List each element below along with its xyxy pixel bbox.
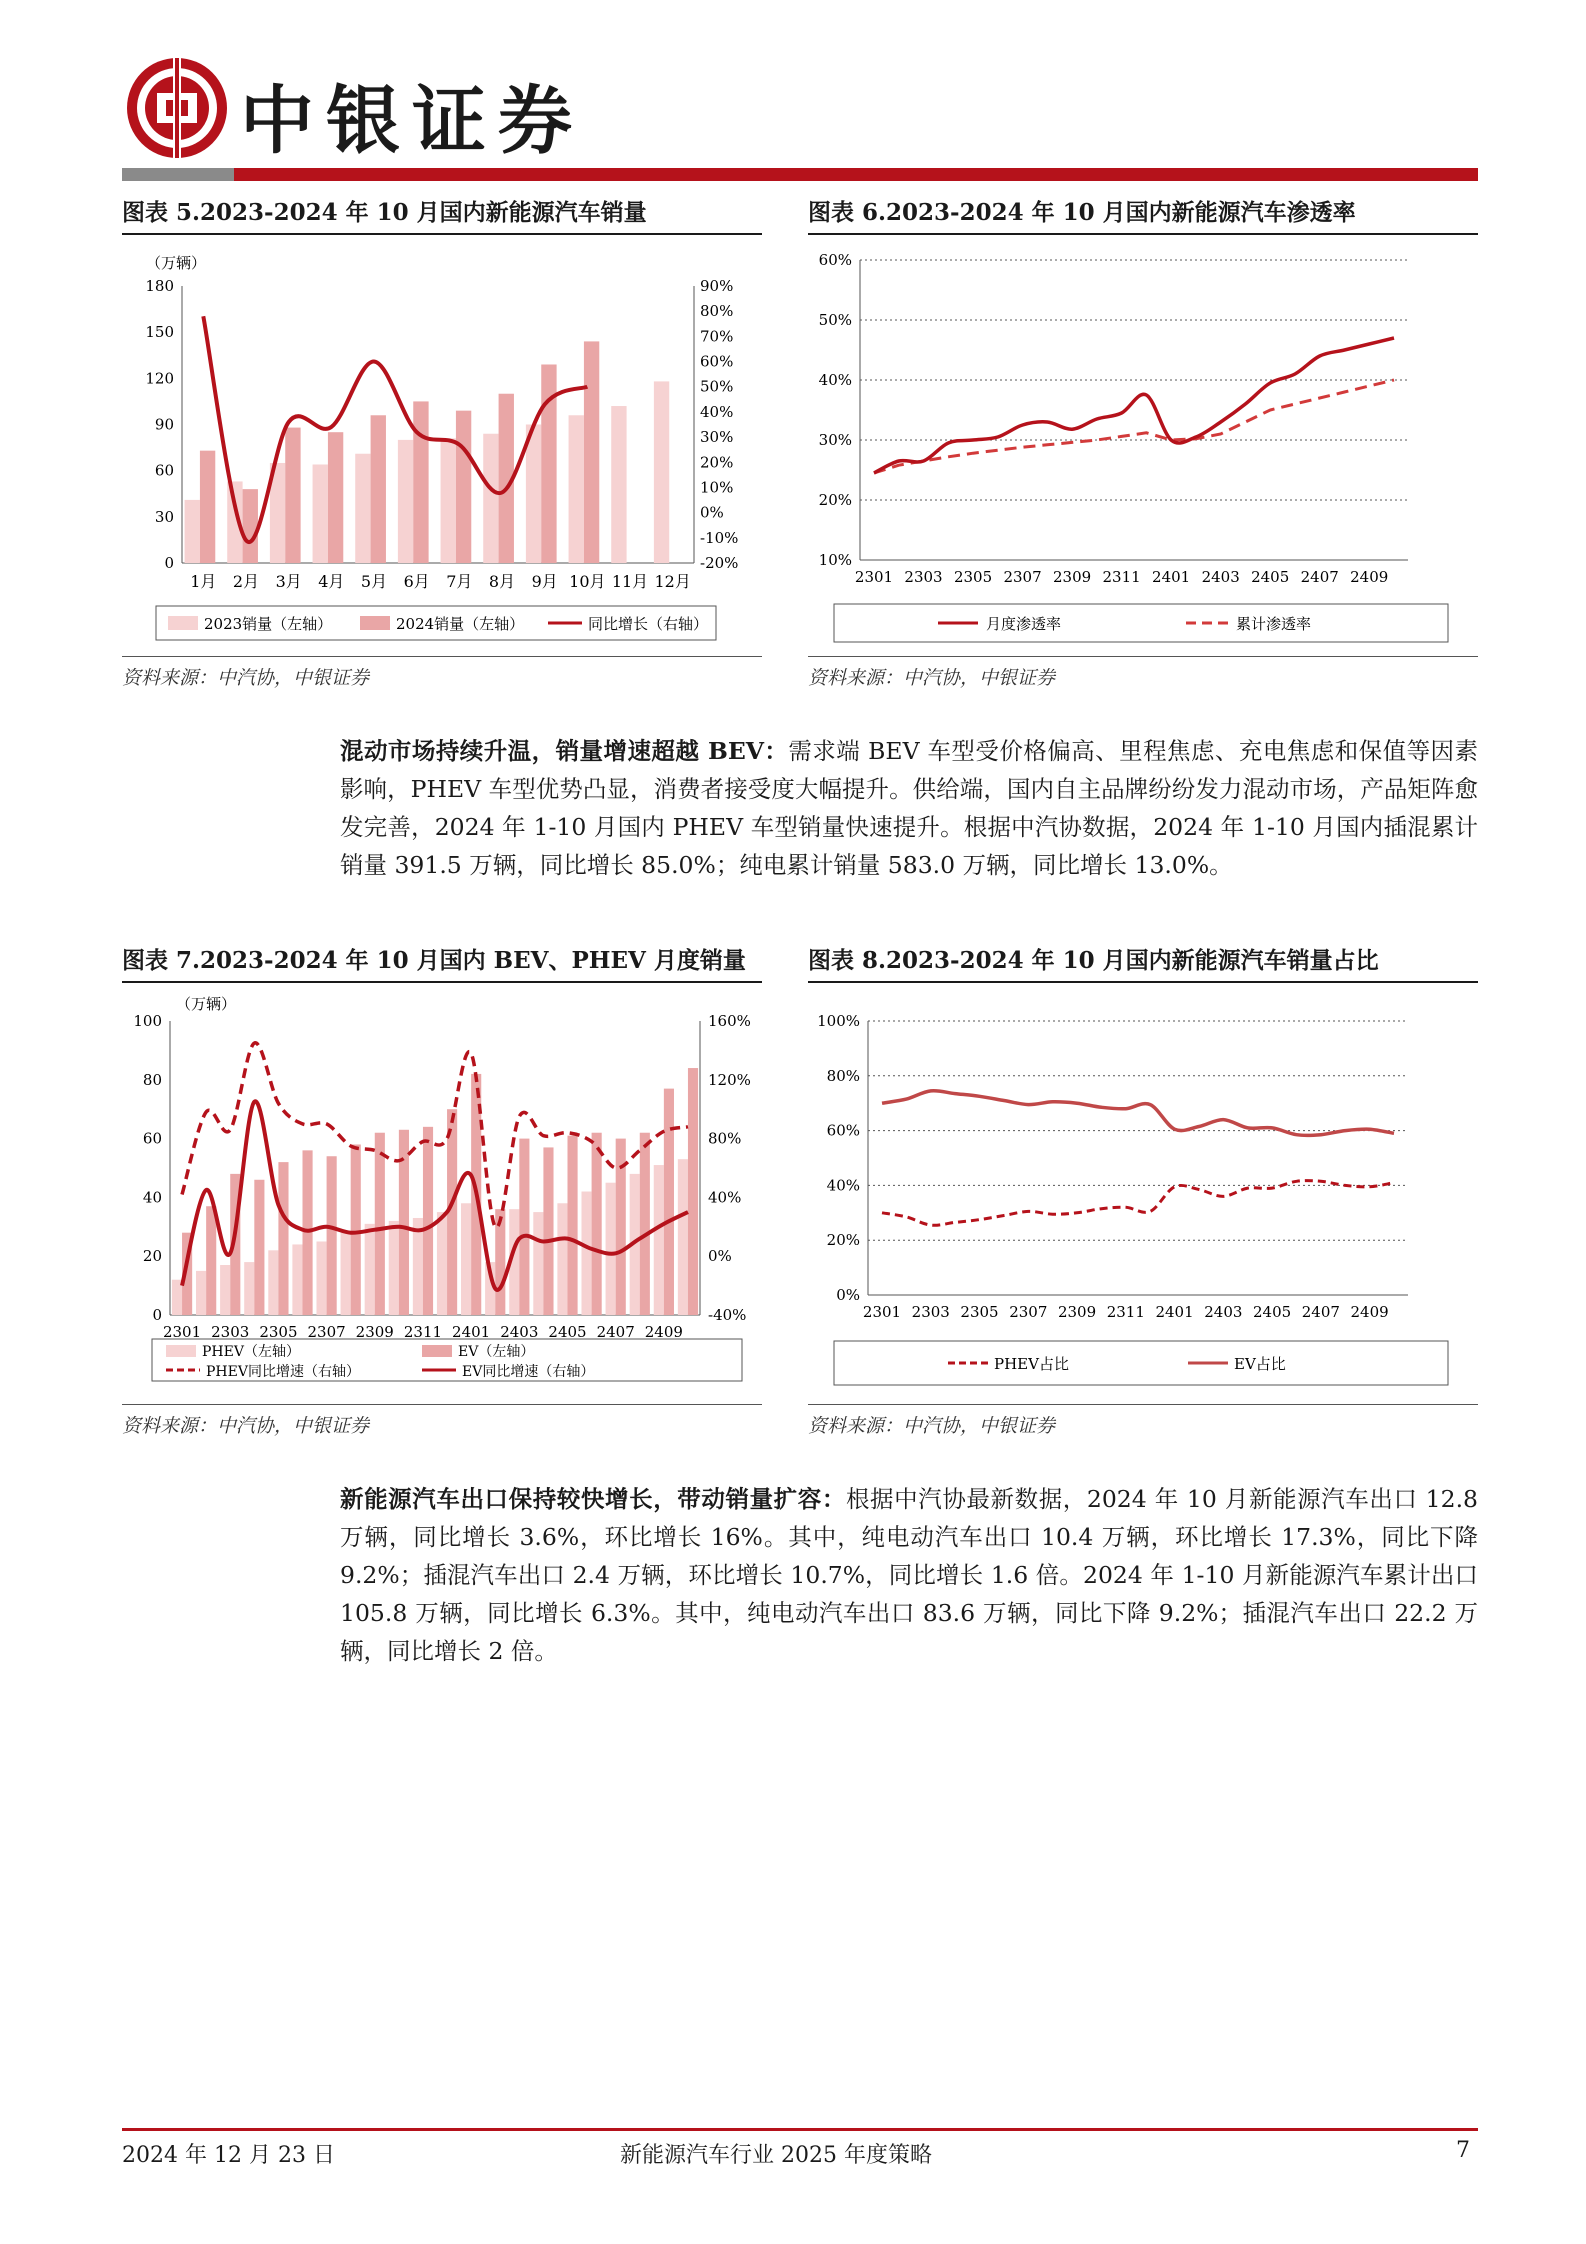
chart-nev-sales-share (808, 985, 1478, 1395)
x-tick-label: 2403 (500, 1323, 539, 1341)
unit-label: （万辆） (145, 254, 207, 272)
right-tick-label: 20% (700, 453, 734, 472)
bar-2024 (584, 341, 599, 563)
bar-ev (399, 1130, 409, 1315)
page-number: 7 (1456, 2138, 1470, 2163)
y-tick-label: 20% (818, 491, 852, 509)
left-tick-label: 180 (145, 277, 174, 295)
bar-2024 (243, 489, 258, 563)
y-tick-label: 0% (836, 1286, 860, 1304)
bar-2023 (355, 454, 370, 563)
bar-phev (557, 1203, 567, 1315)
ev-share-line (882, 1091, 1394, 1136)
paragraph-hybrid-lead: 混动市场持续升温，销量增速超越 BEV： (340, 737, 789, 765)
x-tick-label: 2303 (904, 568, 943, 586)
bar-ev (423, 1127, 433, 1315)
bar-2023 (313, 465, 328, 563)
bar-ev (543, 1147, 553, 1315)
x-tick-label: 3月 (275, 572, 302, 591)
y-tick-label: 50% (818, 311, 852, 329)
y-tick-label: 40% (818, 371, 852, 389)
footer-report-title: 新能源汽车行业 2025 年度策略 (620, 2143, 932, 2168)
figure-8-source: 资料来源：中汽协，中银证券 (808, 1404, 1478, 1438)
legend-label-phev: PHEV（左轴） (202, 1344, 300, 1360)
bar-phev (244, 1262, 254, 1315)
x-tick-label: 2309 (1053, 568, 1092, 586)
x-tick-label: 2403 (1204, 1303, 1243, 1321)
x-tick-label: 2301 (162, 1323, 202, 1341)
paragraph-hybrid-market (340, 732, 1478, 884)
legend-swatch-2024 (360, 616, 390, 630)
x-tick-label: 2405 (548, 1323, 587, 1341)
bar-ev (327, 1156, 337, 1315)
x-tick-label: 2月 (232, 572, 260, 591)
monthly-penetration-line (874, 338, 1394, 473)
bar-phev (654, 1165, 664, 1315)
right-tick-label: 80% (700, 302, 734, 321)
bar-ev (206, 1206, 216, 1315)
bar-2024 (285, 428, 300, 563)
bar-phev (365, 1224, 375, 1315)
right-tick-label: 60% (700, 352, 734, 371)
left-tick-label: 0 (152, 1306, 162, 1324)
figure-7-title: 图表 7.2023-2024 年 10 月国内 BEV、PHEV 月度销量 (122, 942, 762, 983)
x-tick-label: 2305 (953, 568, 993, 586)
legend-label-ev-yoy: EV同比增速（右轴） (462, 1364, 595, 1380)
x-tick-label: 2307 (307, 1323, 346, 1341)
paragraph-export-lead: 新能源汽车出口保持较快增长，带动销量扩容： (340, 1485, 846, 1513)
right-tick-label: 90% (700, 277, 734, 295)
bar-phev (389, 1221, 399, 1315)
y-tick-label: 40% (826, 1176, 860, 1195)
bar-2024 (328, 432, 343, 563)
phev-share-line (882, 1181, 1394, 1226)
legend-label-ev: EV（左轴） (458, 1344, 535, 1360)
bar-2024 (371, 415, 386, 563)
x-tick-label: 2305 (960, 1303, 999, 1321)
x-tick-label: 2401 (452, 1323, 491, 1341)
figure-8-title: 图表 8.2023-2024 年 10 月国内新能源汽车销量占比 (808, 942, 1478, 983)
x-tick-label: 2409 (1350, 568, 1389, 586)
brand-name: 中银证券 (240, 78, 584, 164)
bar-phev (461, 1203, 471, 1315)
bar-2024 (456, 411, 471, 563)
legend-label-monthly: 月度渗透率 (986, 615, 1062, 633)
y-tick-label: 10% (818, 551, 852, 569)
bar-2024 (200, 451, 215, 563)
left-tick-label: 40 (142, 1188, 162, 1207)
x-tick-label: 2311 (1106, 1303, 1145, 1321)
x-tick-label: 2309 (1057, 1303, 1097, 1321)
paragraph-export-body: 根据中汽协最新数据，2024 年 10 月新能源汽车出口 12.8 万辆，同比增长 3.6%，环比增长 16%。其中，纯电动汽车出口 10.4 万辆，环比增长 17.3%，同比下降 9.2%；插混汽车出口 2.4 万辆，环比增长 10.7%，同比增长 1.6 倍。2024 年 1-10 月新能源汽车累计出口 105.8 万辆，同比增长 6.3%。其中，纯电动汽车出口 83.6 万辆，同比下降 9.2%；插混汽车出口 22.2 万辆，同比增长 2 倍。 (340, 1485, 1478, 1665)
x-tick-label: 2401 (1155, 1303, 1194, 1321)
right-tick-label: 40% (708, 1188, 742, 1207)
x-tick-label: 2301 (862, 1303, 902, 1321)
right-tick-label: -10% (700, 528, 739, 547)
left-tick-label: 120 (145, 369, 174, 388)
legend-label-2024: 2024销量（左轴） (396, 615, 525, 633)
x-tick-label: 5月 (360, 572, 388, 591)
bar-ev (303, 1150, 313, 1315)
chart-nev-penetration-rate (808, 238, 1478, 648)
left-tick-label: 0 (164, 554, 174, 572)
x-tick-label: 9月 (531, 572, 558, 591)
header-bar-red (234, 168, 1478, 181)
bar-2023 (569, 415, 584, 563)
x-tick-label: 8月 (488, 572, 516, 591)
bar-ev (519, 1139, 529, 1315)
right-tick-label: 0% (708, 1247, 732, 1266)
y-tick-label: 80% (826, 1066, 860, 1085)
bar-ev (375, 1133, 385, 1315)
bar-ev (278, 1162, 288, 1315)
legend-label-2023: 2023销量（左轴） (204, 615, 333, 633)
bar-phev (533, 1212, 543, 1315)
x-tick-label: 2311 (1102, 568, 1141, 586)
x-tick-label: 2303 (211, 1323, 250, 1341)
right-tick-label: 70% (700, 327, 734, 346)
cumulative-penetration-line (874, 380, 1394, 473)
bar-ev (592, 1133, 602, 1315)
legend-label-phev-yoy: PHEV同比增速（右轴） (206, 1364, 360, 1380)
y-tick-label: 20% (826, 1231, 860, 1250)
bar-2023 (611, 406, 626, 563)
bar-ev (351, 1144, 361, 1315)
legend-label-yoy: 同比增长（右轴） (588, 615, 709, 633)
left-tick-label: 100 (133, 1012, 162, 1030)
bar-phev (220, 1265, 230, 1315)
y-tick-label: 60% (818, 251, 852, 269)
x-tick-label: 2307 (1009, 1303, 1048, 1321)
x-tick-label: 12月 (654, 572, 691, 591)
x-tick-label: 2407 (1301, 1303, 1340, 1321)
y-tick-label: 100% (817, 1012, 860, 1030)
legend-label-cumulative: 累计渗透率 (1236, 615, 1312, 633)
x-tick-label: 11月 (611, 572, 649, 591)
right-tick-label: 50% (700, 377, 734, 396)
right-tick-label: 120% (708, 1070, 751, 1089)
x-tick-label: 2405 (1251, 568, 1290, 586)
x-tick-label: 7月 (446, 572, 473, 591)
right-tick-label: -40% (708, 1306, 747, 1324)
bar-phev (316, 1242, 326, 1316)
chart-nev-monthly-sales (122, 238, 762, 648)
legend-box (834, 604, 1448, 642)
paragraph-hybrid-body: 需求端 BEV 车型受价格偏高、里程焦虑、充电焦虑和保值等因素影响，PHEV 车型优势凸显，消费者接受度大幅提升。供给端，国内自主品牌纷纷发力混动市场，产品矩阵愈发完善，2024 年 1-10 月国内 PHEV 车型销量快速提升。根据中汽协数据，2024 年 1-10 月国内插混累计销量 391.5 万辆，同比增长 85.0%；纯电累计销量 583.0 万辆，同比增长 13.0%。 (340, 737, 1478, 879)
legend-swatch-phev (166, 1345, 196, 1357)
chart-bev-phev-monthly-sales (122, 985, 762, 1395)
left-tick-label: 20 (142, 1247, 162, 1266)
x-tick-label: 2307 (1003, 568, 1042, 586)
bar-phev (268, 1250, 278, 1315)
brand-logo (122, 48, 822, 168)
x-tick-label: 2309 (355, 1323, 394, 1341)
y-tick-label: 60% (826, 1121, 860, 1140)
bar-ev (688, 1068, 698, 1315)
bar-phev (196, 1271, 206, 1315)
x-tick-label: 2303 (911, 1303, 950, 1321)
bar-phev (341, 1233, 351, 1315)
left-tick-label: 90 (154, 415, 174, 434)
figure-5-source: 资料来源：中汽协，中银证券 (122, 656, 762, 690)
boc-logo-icon (122, 53, 232, 163)
left-tick-label: 30 (154, 507, 174, 526)
x-tick-label: 2407 (1300, 568, 1339, 586)
bar-ev (640, 1133, 650, 1315)
legend-label-phev-share: PHEV占比 (994, 1355, 1069, 1373)
left-tick-label: 60 (154, 461, 174, 480)
left-tick-label: 80 (142, 1070, 162, 1089)
legend-label-ev-share: EV占比 (1234, 1355, 1286, 1373)
bar-phev (437, 1212, 447, 1315)
legend-swatch-ev (422, 1345, 452, 1357)
right-tick-label: 30% (700, 428, 734, 447)
bar-phev (581, 1192, 591, 1315)
right-tick-label: 0% (700, 503, 724, 522)
bar-2023 (185, 500, 200, 563)
bar-phev (413, 1218, 423, 1315)
x-tick-label: 4月 (318, 572, 345, 591)
left-tick-label: 60 (142, 1129, 162, 1148)
right-tick-label: 160% (708, 1012, 751, 1030)
x-tick-label: 2301 (854, 568, 894, 586)
x-tick-label: 2305 (259, 1323, 298, 1341)
bar-2023 (526, 425, 541, 564)
bar-2023 (483, 434, 498, 563)
left-tick-label: 150 (145, 323, 174, 342)
figure-6-title: 图表 6.2023-2024 年 10 月国内新能源汽车渗透率 (808, 194, 1478, 235)
figure-7-source: 资料来源：中汽协，中银证券 (122, 1404, 762, 1438)
bar-2024 (413, 401, 428, 563)
header-bar-gray (122, 168, 234, 181)
x-tick-label: 2401 (1152, 568, 1191, 586)
paragraph-nev-export (340, 1480, 1478, 1670)
footer-divider (122, 2128, 1478, 2131)
bar-phev (292, 1244, 302, 1315)
bar-phev (606, 1183, 616, 1315)
figure-6-source: 资料来源：中汽协，中银证券 (808, 656, 1478, 690)
bar-ev (568, 1136, 578, 1315)
x-tick-label: 10月 (569, 572, 606, 591)
bar-2023 (441, 438, 456, 563)
x-tick-label: 2405 (1253, 1303, 1292, 1321)
bar-2023 (398, 440, 413, 563)
right-tick-label: -20% (700, 554, 739, 572)
x-tick-label: 1月 (190, 572, 217, 591)
x-tick-label: 2409 (1350, 1303, 1389, 1321)
x-tick-label: 6月 (403, 572, 430, 591)
unit-label: （万辆） (175, 995, 237, 1013)
x-tick-label: 2311 (403, 1323, 443, 1341)
figure-5-title: 图表 5.2023-2024 年 10 月国内新能源汽车销量 (122, 194, 762, 235)
right-tick-label: 80% (708, 1129, 742, 1148)
bar-ev (254, 1180, 264, 1315)
footer-date: 2024 年 12 月 23 日 (122, 2143, 335, 2168)
bar-ev (664, 1089, 674, 1315)
x-tick-label: 2403 (1201, 568, 1240, 586)
legend-box (834, 1341, 1448, 1385)
x-tick-label: 2407 (596, 1323, 635, 1341)
legend-swatch-2023 (168, 616, 198, 630)
y-tick-label: 30% (818, 431, 852, 449)
bar-phev (678, 1159, 688, 1315)
right-tick-label: 10% (700, 478, 734, 497)
bar-2023 (654, 381, 669, 563)
right-tick-label: 40% (700, 402, 734, 421)
x-tick-label: 2409 (644, 1323, 683, 1341)
